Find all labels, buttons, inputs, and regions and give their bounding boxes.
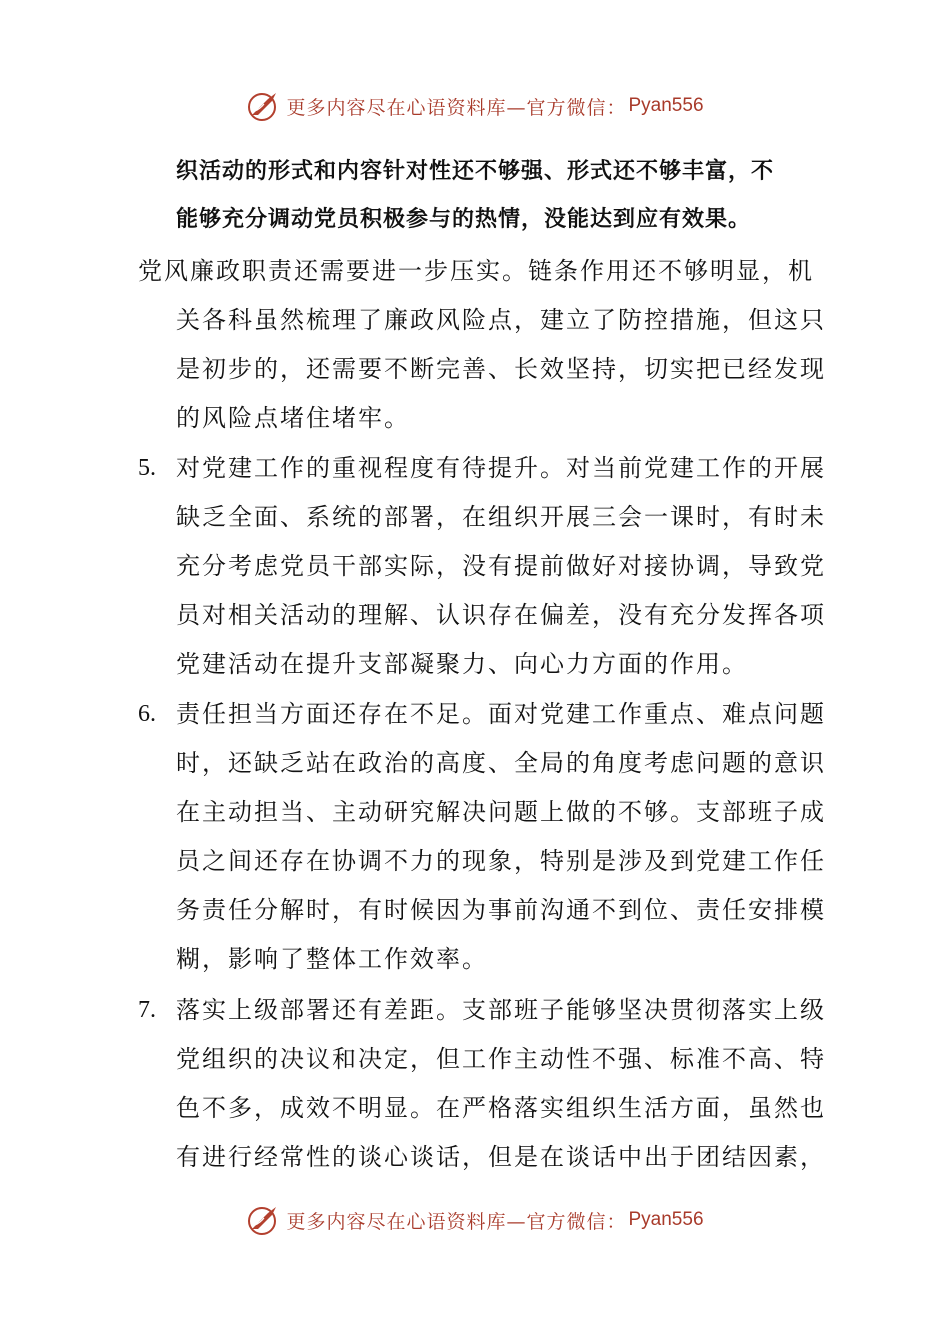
item-5-line-3: 充分考虑党员干部实际，没有提前做好对接协调，导致党 — [176, 552, 826, 580]
item-6-line-3: 在主动担当、主动研究解决问题上做的不够。支部班子成 — [176, 798, 826, 826]
item-5-number: 5. — [138, 455, 156, 481]
item-6-line-1: 责任担当方面还存在不足。面对党建工作重点、难点问题 — [176, 700, 826, 728]
continuation-line-1: 织活动的形式和内容针对性还不够强、形式还不够丰富，不 — [176, 159, 775, 184]
item-6-line-2: 时，还缺乏站在政治的高度、全局的角度考虑问题的意识 — [176, 749, 826, 777]
continuation-line-2: 能够充分调动党员积极参与的热情，没能达到应有效果。 — [176, 207, 752, 232]
item-5-line-2: 缺乏全面、系统的部署，在组织开展三会一课时，有时未 — [176, 503, 826, 531]
paragraph-4-line-2: 关各科虽然梳理了廉政风险点，建立了防控措施，但这只 — [176, 306, 826, 334]
item-7-line-1: 落实上级部署还有差距。支部班子能够坚决贯彻落实上级 — [176, 996, 826, 1024]
header-banner — [0, 86, 950, 126]
footer-banner — [0, 1200, 950, 1240]
wechat-id: Pyan556 — [628, 1209, 704, 1230]
paragraph-4-line-3: 是初步的，还需要不断完善、长效坚持，切实把已经发现 — [176, 355, 826, 383]
item-6-number: 6. — [138, 701, 156, 727]
item-7-line-4: 有进行经常性的谈心谈话，但是在谈话中出于团结因素， — [176, 1143, 826, 1171]
quill-logo-icon — [246, 89, 280, 123]
banner-text: 更多内容尽在心语资料库—官方微信： — [286, 96, 627, 119]
paragraph-4-line-4: 的风险点堵住堵牢。 — [176, 404, 410, 432]
item-7-number: 7. — [138, 997, 156, 1023]
item-6-line-6: 糊，影响了整体工作效率。 — [176, 945, 488, 973]
item-7-line-2: 党组织的决议和决定，但工作主动性不强、标准不高、特 — [176, 1045, 826, 1073]
item-5-line-4: 员对相关活动的理解、认识存在偏差，没有充分发挥各项 — [176, 601, 826, 629]
item-5-line-5: 党建活动在提升支部凝聚力、向心力方面的作用。 — [176, 650, 748, 678]
wechat-id: Pyan556 — [628, 95, 704, 116]
paragraph-4-line-1: 党风廉政职责还需要进一步压实。链条作用还不够明显，机 — [138, 257, 814, 285]
item-6-line-4: 员之间还存在协调不力的现象，特别是涉及到党建工作任 — [176, 847, 826, 875]
item-6-line-5: 务责任分解时，有时候因为事前沟通不到位、责任安排模 — [176, 896, 826, 924]
item-5-line-1: 对党建工作的重视程度有待提升。对当前党建工作的开展 — [176, 454, 826, 482]
quill-logo-icon — [246, 1203, 280, 1237]
item-7-line-3: 色不多，成效不明显。在严格落实组织生活方面，虽然也 — [176, 1094, 826, 1122]
banner-text: 更多内容尽在心语资料库—官方微信： — [286, 1210, 627, 1233]
